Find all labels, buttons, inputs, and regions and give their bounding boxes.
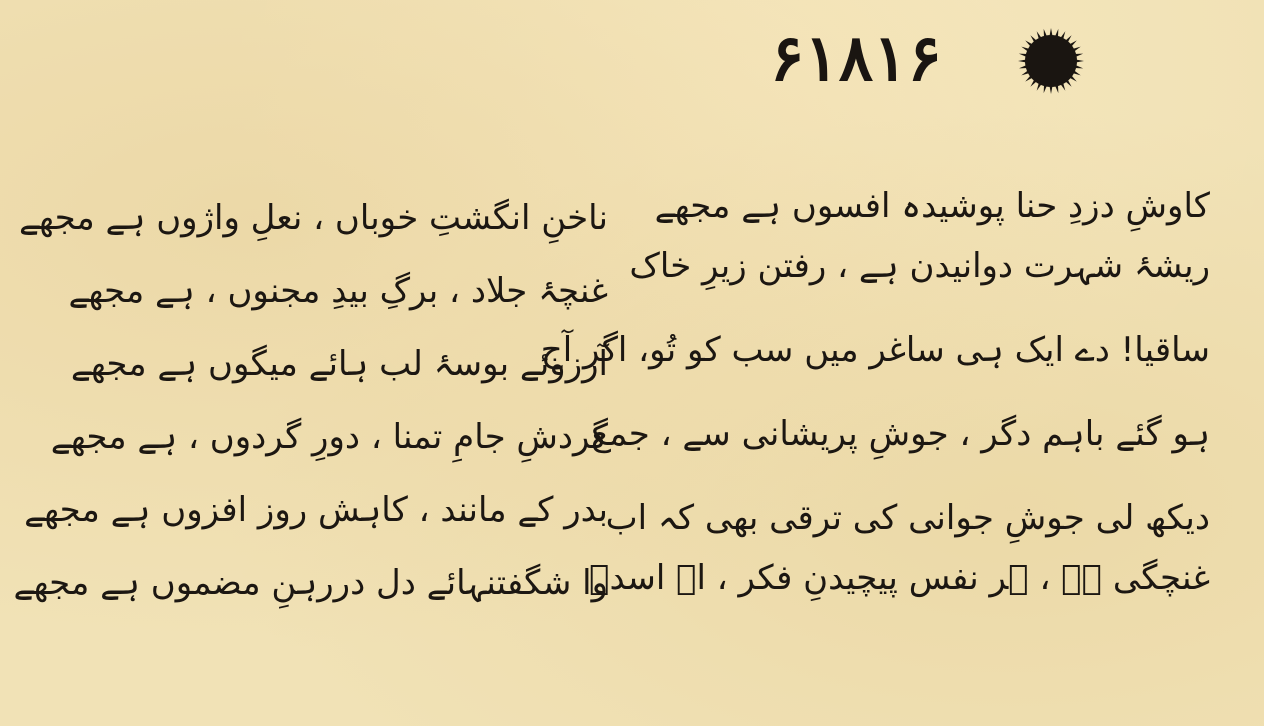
verse-line: کاوشِ دزدِ حنا پوشیدہ افسوں ہے مجھے xyxy=(654,186,1210,226)
verse-line: ناخنِ انگشتِ خوباں ، نعلِ واژوں ہے مجھے xyxy=(18,198,608,238)
verse-line: ہو گئے باہم دگر ، جوشِ پریشانی سے ، جمع xyxy=(591,414,1210,454)
left-column xyxy=(13,198,608,636)
verse-line: ساقیا! دے ایک ہی ساغر میں سب کو تُو، اگر آج xyxy=(540,330,1210,370)
verse-line: آرزوئے بوسۂ لب ہائے میگوں ہے مجھے xyxy=(70,344,608,384)
verse-line: دیکھ لی جوشِ جوانی کی ترقی بھی کہ اب xyxy=(605,498,1210,538)
sunburst-ornament-icon xyxy=(1016,26,1086,96)
verse-line: ریشۂ شہرت دوانیدن ہے ، رفتن زیرِ خاک xyxy=(629,246,1210,286)
verse-line: گردشِ جامِ تمنا ، دورِ گردوں ، ہے مجھے xyxy=(50,417,608,457)
verse-line: بدر کے مانند ، کاہش روز افزوں ہے مجھے xyxy=(24,490,608,530)
verse-line: وا شگفتنہائے دل دررہنِ مضموں ہے مجھے xyxy=(13,563,608,603)
right-column xyxy=(540,186,1210,642)
verse-line: غنچگی ہے ، ہر نفس پیچیدنِ فکر ، اے اسدؔ xyxy=(589,558,1210,598)
page-header xyxy=(740,14,1100,104)
verse-line: غنچۂ جلاد ، برگِ بیدِ مجنوں ، ہے مجھے xyxy=(68,271,608,311)
page-number: ۶۱۸۱۶ xyxy=(770,21,942,96)
